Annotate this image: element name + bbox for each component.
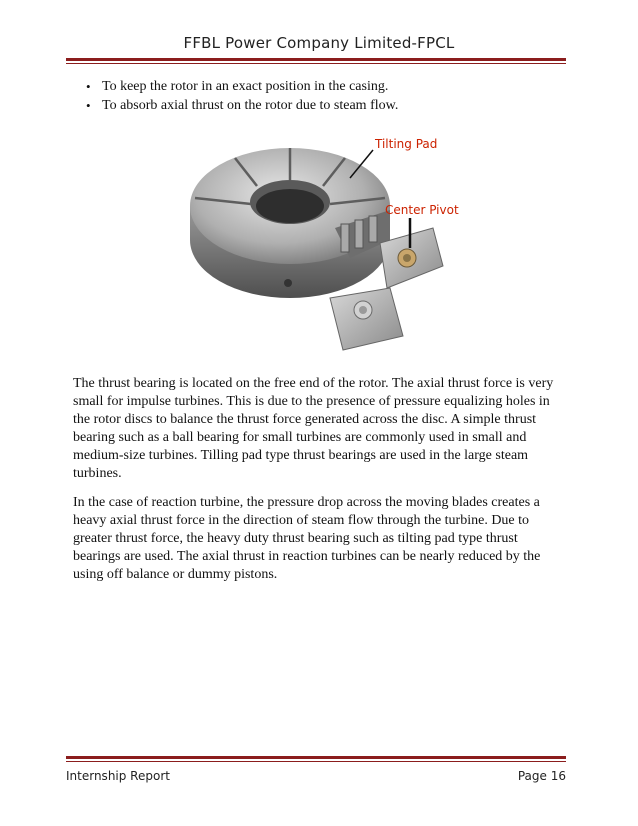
header-rule [66, 58, 566, 64]
label-center-pivot: Center Pivot [385, 203, 459, 217]
tilting-pad-piece [330, 288, 403, 350]
thrust-bearing-figure [175, 128, 465, 358]
paragraph: The thrust bearing is located on the free end of the rotor. The axial thrust force is very small for impulse turbines. This is due to the presence of pressure equalizing holes in the rotor discs to balance the thrust force generated across the disc. A simple thrust bearing such as a ball bearing for small turbines are commonly used in small and medium-size turbines. Tilling pad type thrust bearings are used in the large steam turbines. [73, 376, 554, 481]
header-title: FFBL Power Company Limited-FPCL [183, 34, 455, 52]
page-number: Page 16 [517, 769, 566, 783]
paragraph: In the case of reaction turbine, the pressure drop across the moving blades creates a heavy axial thrust force in the direction of steam flow through the turbine. Due to greater thrust force, the heavy duty thrust bearing such as tilting pad type thrust bearings are used. The axial thrust in reaction turbines can be nearly reduced by the using off balance or dummy pistons. [73, 495, 541, 582]
footer-rule [66, 756, 566, 762]
label-tilting-pad: Tilting Pad [375, 137, 438, 151]
footer-report-label: Internship Report [66, 769, 170, 783]
bullet-item: • To absorb axial thrust on the rotor due to steam flow. [86, 96, 566, 115]
bullet-list [86, 77, 566, 115]
thrust-bearing-image [175, 128, 465, 358]
bullet-item: • To keep the rotor in an exact position in the casing. [86, 77, 566, 96]
